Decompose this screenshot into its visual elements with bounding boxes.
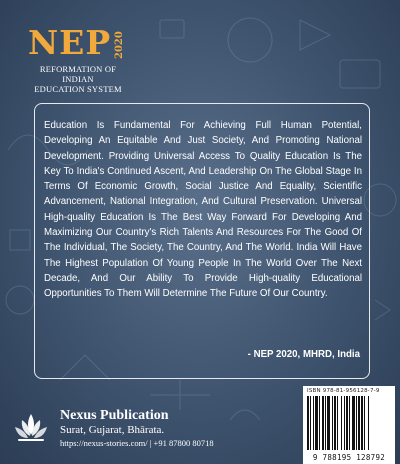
barcode-bar	[313, 396, 314, 450]
logo-year: 2020	[114, 31, 126, 59]
barcode-bar	[325, 396, 326, 450]
quote-text: Education Is Fundamental For Achieving Full Human Potential, Developing An Equitable And Just Society, And Promoting National Development. Providing Universal Access To Quality Education Is The Key To India's Continued Ascent, And Leadership On The Global Stage In Terms Of Economic Growth, Social Justice And Equality, Scientific Advancement, National Integration, And Cultural Preservation. Universal High-quality Education Is The Best Way Forward For Developing And Maximizing Our Country's Rich Talents And Resources For The Good Of The Individual, The Society, The Country, And The World. India Will Have The Highest Population Of Young People In The World Over The Next Decade, And Our Ability To Provide High-quality Educational Opportunities To Them Will Determine The Future Of Our Country.	[44, 120, 362, 300]
isbn-barcode	[303, 386, 395, 464]
lotus-icon	[12, 408, 50, 446]
quote-attribution: - NEP 2020, MHRD, India	[247, 349, 360, 360]
barcode-bar	[322, 396, 324, 450]
barcode-bar	[349, 396, 350, 450]
logo-subtitle-line1: REFORMATION OF INDIAN	[39, 64, 117, 84]
barcode-bar	[364, 396, 365, 450]
barcode-bar	[346, 396, 348, 450]
barcode-bar	[307, 396, 309, 450]
nep-logo	[28, 23, 128, 94]
barcode-bar	[344, 396, 345, 450]
isbn-label: ISBN 978-81-956128-7-9	[307, 388, 380, 394]
barcode-bars	[307, 396, 391, 450]
barcode-bar	[332, 396, 333, 450]
barcode-bar	[368, 396, 369, 450]
barcode-bar	[334, 396, 336, 450]
publisher-block	[12, 408, 214, 449]
publisher-text	[60, 408, 214, 449]
logo-subtitle	[28, 64, 128, 94]
barcode-bar	[361, 396, 363, 450]
barcode-bar	[352, 396, 355, 450]
barcode-bar	[310, 396, 311, 450]
barcode-bar	[358, 396, 360, 450]
barcode-bar	[327, 396, 330, 450]
publisher-name: Nexus Publication	[60, 408, 169, 423]
barcode-bar	[319, 396, 320, 450]
logo-title: NEP	[28, 23, 112, 62]
logo-subtitle-line2: EDUCATION SYSTEM	[34, 84, 122, 94]
barcode-bar	[337, 396, 338, 450]
publisher-place: Surat, Gujarat, Bhārata.	[60, 424, 165, 436]
barcode-bar	[341, 396, 342, 450]
barcode-bar	[315, 396, 318, 450]
publisher-contact[interactable]: https://nexus-stories.com/ | +91 87800 80718	[60, 438, 214, 448]
barcode-bar	[356, 396, 357, 450]
isbn-number: 9 788195 128792	[312, 453, 386, 462]
